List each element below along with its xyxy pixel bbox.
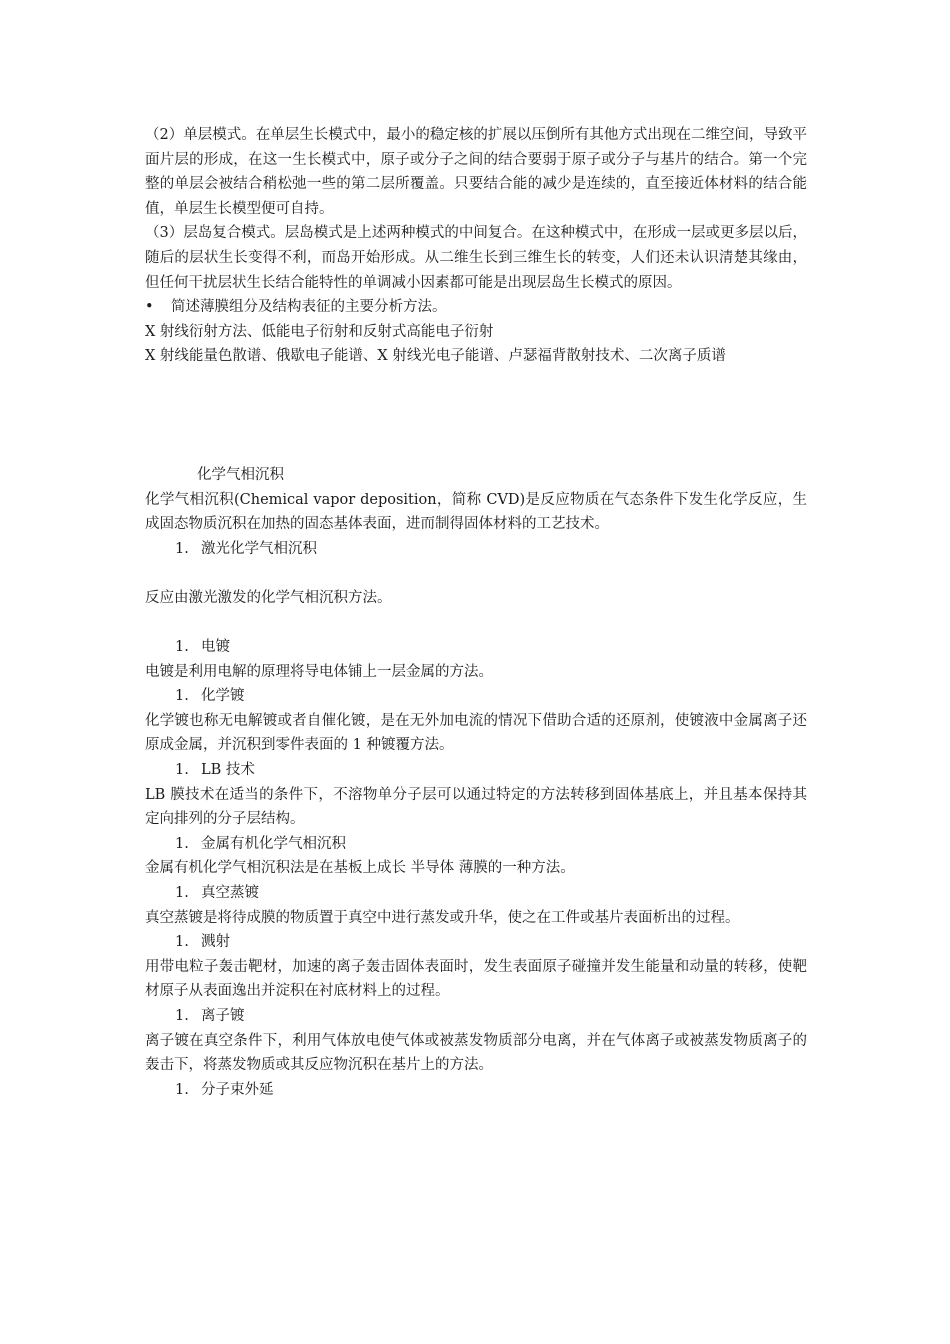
structure-analysis-answer: X 射线衍射方法、低能电子衍射和反射式高能电子衍射 <box>145 323 494 340</box>
method-number: 1. <box>175 639 189 656</box>
spacer <box>145 561 807 586</box>
method-heading <box>145 832 807 857</box>
method-number: 1. <box>175 835 189 852</box>
method-heading <box>145 1004 807 1029</box>
cvd-definition: 化学气相沉积(Chemical vapor deposition，简称 CVD)是反应物质在气态条件下发生化学反应，生成固态物质沉积在加热的固态基体表面，进而制得固体材料的工艺技术。 <box>145 491 807 533</box>
method-name: 金属有机化学气相沉积 <box>201 835 346 852</box>
analysis-question-section <box>145 295 807 369</box>
method-number: 1. <box>175 1008 189 1024</box>
method-name: 电镀 <box>201 639 230 656</box>
analysis-question-text: 简述薄膜组分及结构表征的主要分析方法。 <box>171 299 447 316</box>
method-description: 金属有机化学气相沉积法是在基板上成长 半导体 薄膜的一种方法。 <box>145 860 575 877</box>
cvd-title: 化学气相沉积 <box>197 466 284 483</box>
method-number: 1. <box>175 688 189 705</box>
method-number: 1. <box>175 934 189 951</box>
layer-island-mode-paragraph: （3）层岛复合模式。层岛模式是上述两种模式的中间复合。在这种模式中，在形成一层或更多层以后，随后的层状生长变得不利，而岛开始形成。从二维生长到三维生长的转变，人们还未认识清楚其缘由，但任何干扰层状生长结合能特性的单调减小因素都可能是出现层岛生长模式的原因。 <box>145 225 807 291</box>
method-heading <box>145 537 807 562</box>
cvd-section <box>145 463 807 537</box>
method-heading <box>145 1078 807 1103</box>
method-description: 化学镀也称无电解镀或者自催化镀，是在无外加电流的情况下借助合适的还原剂，使镀液中金属离子还原成金属，并沉积到零件表面的 1 种镀覆方法。 <box>145 712 807 754</box>
method-name: LB 技术 <box>201 762 255 779</box>
method-name: 激光化学气相沉积 <box>201 540 317 557</box>
method-heading <box>145 930 807 955</box>
method-name: 离子镀 <box>201 1008 245 1024</box>
spacer <box>145 611 807 636</box>
method-description: 用带电粒子轰击靶材，加速的离子轰击固体表面时，发生表面原子碰撞并发生能量和动量的转移，使靶材原子从表面逸出并淀积在衬底材料上的过程。 <box>145 958 807 1000</box>
growth-modes-section <box>145 123 807 295</box>
method-name: 化学镀 <box>201 688 245 705</box>
method-description: LB 膜技术在适当的条件下，不溶物单分子层可以通过特定的方法转移到固体基底上，并且基本保持其定向排列的分子层结构。 <box>145 786 807 828</box>
method-name: 真空蒸镀 <box>201 885 259 902</box>
bullet-icon: • <box>145 299 154 316</box>
method-number: 1. <box>175 1081 189 1098</box>
analysis-question <box>145 295 807 320</box>
method-heading <box>145 684 807 709</box>
method-number: 1. <box>175 762 189 779</box>
monolayer-mode-paragraph: （2）单层模式。在单层生长模式中，最小的稳定核的扩展以压倒所有其他方式出现在二维空间，导致平面片层的形成，在这一生长模式中，原子或分子之间的结合要弱于原子或分子与基片的结合。第一个完整的单层会被结合稍松弛一些的第二层所覆盖。只要结合能的减少是连续的，直至接近体材料的结合能值，单层生长模型便可自持。 <box>145 127 807 217</box>
spacer <box>145 369 807 463</box>
method-heading <box>145 881 807 906</box>
method-heading <box>145 758 807 783</box>
method-description: 真空蒸镀是将待成膜的物质置于真空中进行蒸发或升华，使之在工件或基片表面析出的过程。 <box>145 909 740 926</box>
method-number: 1. <box>175 540 189 557</box>
composition-analysis-answer: X 射线能量色散谱、俄歇电子能谱、X 射线光电子能谱、卢瑟福背散射技术、二次离子质谱 <box>145 348 726 365</box>
method-description: 离子镀在真空条件下，利用气体放电使气体或被蒸发物质部分电离，并在气体离子或被蒸发物质离子的轰击下，将蒸发物质或其反应物沉积在基片上的方法。 <box>145 1032 807 1074</box>
method-description: 电镀是利用电解的原理将导电体铺上一层金属的方法。 <box>145 663 493 680</box>
method-name: 溅射 <box>201 934 230 951</box>
method-heading <box>145 635 807 660</box>
method-description: 反应由激光激发的化学气相沉积方法。 <box>145 589 392 606</box>
methods-list <box>145 537 807 1103</box>
method-number: 1. <box>175 885 189 902</box>
method-name: 分子束外延 <box>201 1081 274 1098</box>
document-page <box>145 123 807 1102</box>
